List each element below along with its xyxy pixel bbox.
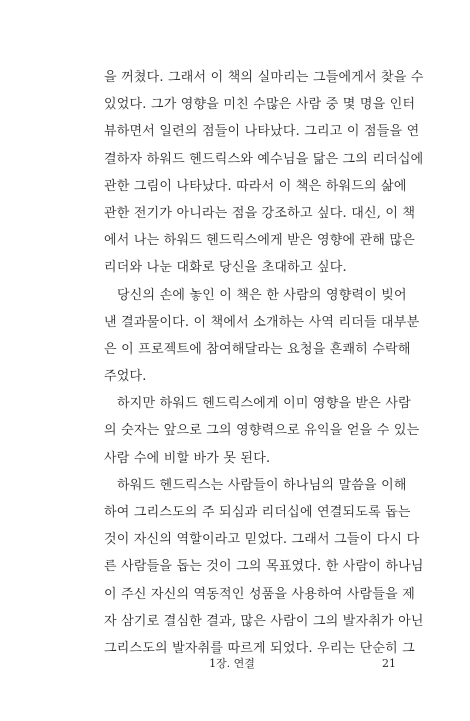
text-line: 자 삼기로 결심한 결과, 많은 사람이 그의 발자취가 아닌: [104, 613, 424, 629]
text-line: 리더와 나눈 대화로 당신을 초대하고 싶다.: [104, 260, 347, 276]
text-line: 뷰하면서 일련의 점들이 나타났다. 그리고 이 점들을 연: [104, 124, 420, 140]
text-line: 하지만 하워드 헨드릭스에게 이미 영향을 받은 사람: [117, 396, 411, 412]
page-footer: [0, 654, 470, 674]
text-line: 낸 결과물이다. 이 책에서 소개하는 사역 리더들 대부분: [104, 314, 420, 330]
text-line: 에서 나는 하워드 헨드릭스에게 받은 영향에 관해 많은: [104, 233, 416, 249]
text-line: 관한 그림이 나타났다. 따라서 이 책은 하워드의 삶에: [104, 178, 407, 194]
text-line: 결하자 하워드 헨드릭스와 예수님을 닮은 그의 리더십에: [104, 151, 424, 167]
page-number: 21: [382, 657, 396, 670]
text-line: 하여 그리스도의 주 되심과 리더십에 연결되도록 돕는: [104, 505, 411, 520]
text-line: 관한 전기가 아니라는 점을 강조하고 싶다. 대신, 이 책: [104, 205, 416, 221]
text-line: 은 이 프로젝트에 참여해달라는 요청을 흔쾌히 수락해: [104, 341, 411, 357]
text-line: 이 주신 자신의 역동적인 성품을 사용하여 사람들을 제: [104, 586, 416, 602]
text-line: 을 꺼쳤다. 그래서 이 책의 실마리는 그들에게서 찾을 수: [104, 70, 424, 85]
text-line: 사람 수에 비할 바가 못 된다.: [104, 450, 271, 466]
text-line: 것이 자신의 역할이라고 믿었다. 그래서 그들이 다시 다: [104, 532, 420, 548]
text-line: 그리스도의 발자취를 따르게 되었다. 우리는 단순히 그: [104, 640, 416, 656]
text-line: 른 사람들을 돕는 것이 그의 목표였다. 한 사람이 하나님: [104, 559, 424, 575]
text-line: 의 숫자는 앞으로 그의 영향력으로 유익을 얻을 수 있는: [104, 423, 420, 439]
text-line: 하워드 헨드릭스는 사람들이 하나님의 말씀을 이해: [117, 477, 407, 493]
body-text: [104, 64, 424, 662]
chapter-label: 1장. 연결: [209, 657, 255, 670]
text-line: 당신의 손에 놓인 이 책은 한 사람의 영향력이 빚어: [117, 287, 407, 303]
text-line: 있었다. 그가 영향을 미친 수많은 사람 중 몇 명을 인터: [104, 97, 416, 113]
text-line: 주었다.: [104, 369, 147, 385]
